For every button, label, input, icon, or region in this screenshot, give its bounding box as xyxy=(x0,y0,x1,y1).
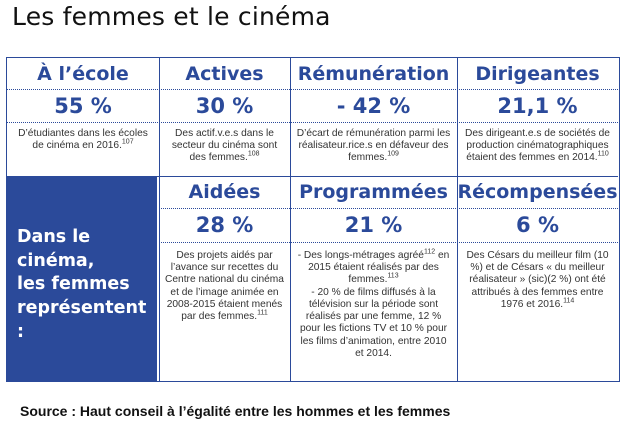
side-label-line: les femmes xyxy=(17,274,130,295)
value-actives: 30 % xyxy=(195,93,254,118)
header-dirigeantes: Dirigeantes xyxy=(475,62,600,85)
footnote-ref: 111 xyxy=(257,309,268,317)
value-divider xyxy=(159,242,618,243)
description-recompensees: Des Césars du meilleur film (10 %) et de Césars « du meilleur réalisateur » (sic)(2 %) ont été attribués à des femmes entre 1976 et 2016.$^{114}$ xyxy=(466,250,609,310)
footnote-ref: 107 xyxy=(121,138,134,146)
footnote-ref: 110 xyxy=(597,151,609,159)
value-programmees: 21 % xyxy=(344,213,403,237)
header-actives: Actives xyxy=(185,62,264,85)
description-ecole: D’étudiantes dans les écoles de cinéma en 2016.$^{107}$ xyxy=(18,128,148,152)
footnote-ref: 109 xyxy=(387,151,399,159)
header-ecole: À l’école xyxy=(37,62,129,85)
footnote-ref: 112 xyxy=(423,248,436,256)
value-remuneration: - 42 % xyxy=(336,93,411,118)
footnote-ref: 114 xyxy=(563,297,575,305)
description-aidees: Des projets aidés par l’avance sur recettes du Centre national du cinéma et de l’image animée en 2008-2015 étaient menés par des femmes.$^{111}$ xyxy=(165,250,284,323)
header-aidees: Aidées xyxy=(188,181,261,203)
side-label-line: représentent : xyxy=(17,297,147,342)
header-programmees: Programmées xyxy=(299,181,448,203)
side-label-line: Dans le xyxy=(17,227,91,247)
description-actives: Des actif.v.e.s dans le secteur du cinéma sont des femmes.$^{108}$ xyxy=(171,128,278,164)
stats-table xyxy=(6,57,620,382)
footnote-ref: 108 xyxy=(247,151,260,159)
value-aidees: 28 % xyxy=(195,213,254,237)
value-recompensees: 6 % xyxy=(516,213,559,237)
value-ecole: 55 % xyxy=(54,93,112,118)
value-divider xyxy=(7,122,618,123)
side-label-line: cinéma, xyxy=(17,250,95,271)
description-remuneration: D’écart de rémunération parmi les réalisateur.rice.s en défaveur des femmes.$^{109}$ xyxy=(296,128,451,164)
footnote-ref: 113 xyxy=(387,273,399,281)
description-programmees: - Des longs-métrages agréé$^{112}$ en 2015 étaient réalisés par des femmes.$^{113}$ - 20 % de films diffusés à la télévision sur la période sont réalisés par une femme, 12 % pour les fictions TV et 10 % pour les films d’animation, entre 2010 et 2014. xyxy=(297,248,450,359)
description-dirigeantes: Des dirigeant.e.s de sociétés de production cinématographiques étaient des femmes en 2014.$^{110}$ xyxy=(465,128,610,164)
source-caption: Source : Haut conseil à l’égalité entre les hommes et les femmes xyxy=(20,403,451,419)
value-dirigeantes: 21,1 % xyxy=(497,93,578,118)
header-remuneration: Rémunération xyxy=(297,62,450,85)
header-recompensees: Récompensées xyxy=(457,181,618,203)
page-title: Les femmes et le cinéma xyxy=(12,2,331,31)
side-label-panel xyxy=(7,176,157,381)
